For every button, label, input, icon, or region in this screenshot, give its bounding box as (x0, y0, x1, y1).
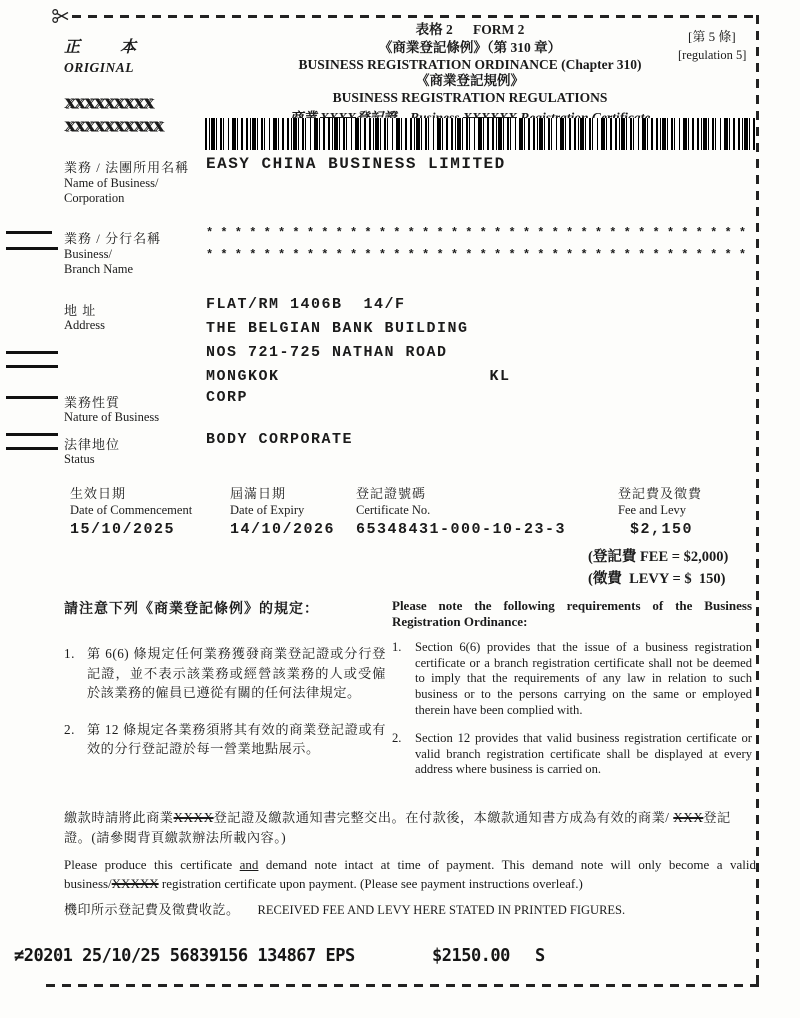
payment-en-and-underlined: and (239, 857, 259, 872)
fee-breakdown-line: (登記費 FEE = $2,000) (588, 549, 729, 565)
payment-zh-struck-2: XXX (673, 810, 704, 825)
address-label-zh: 地 址 (64, 303, 97, 318)
commencement-label-zh: 生效日期 (70, 486, 127, 501)
certificate-number-value: 65348431-000-10-23-3 (356, 521, 567, 538)
margin-mark-5 (6, 396, 58, 399)
margin-mark-7 (6, 447, 58, 450)
status-label-en: Status (64, 452, 95, 466)
note-zh-1 (64, 644, 386, 703)
note-en-1 (392, 640, 752, 718)
margin-mark-1 (6, 231, 52, 234)
commencement-value: 15/10/2025 (70, 521, 176, 538)
note-zh-1-number: 1. (64, 646, 75, 661)
payment-zh-struck-1: XXXX (173, 810, 214, 825)
status-value: BODY CORPORATE (206, 431, 354, 448)
payment-zh-suffix: 登記證。(請參閱背頁繳款辦法所載內容。) (64, 810, 731, 845)
fee-label-en: Fee and Levy (618, 503, 687, 517)
machine-print-amount: $2150.00 (432, 945, 510, 967)
address-line-3: NOS 721-725 NATHAN ROAD (206, 344, 448, 361)
border-right-dashed (756, 15, 759, 987)
certno-label-en: Certificate No. (356, 503, 431, 517)
name-label-en1: Name of Business/ (64, 176, 159, 190)
receipt-line (64, 899, 625, 919)
payment-en-suffix: registration certificate upon payment. (Please see payment instructions overleaf.) (158, 876, 583, 891)
expiry-value: 14/10/2026 (230, 521, 336, 538)
name-label-en2: Corporation (64, 191, 125, 205)
business-name-value: EASY CHINA BUSINESS LIMITED (206, 155, 506, 173)
levy-breakdown-line: (徵費 LEVY = $ 150) (588, 571, 726, 587)
form-title: 表格 2 FORM 2 (415, 22, 525, 37)
note-en-2 (392, 731, 752, 778)
margin-mark-2 (6, 247, 58, 250)
margin-mark-4 (6, 365, 58, 368)
margin-mark-3 (6, 351, 58, 354)
certno-label-zh: 登記證號碼 (356, 486, 427, 501)
ref-number-line2: XXXXXXXXXX (64, 119, 163, 135)
cut-line-top (72, 15, 760, 18)
receipt-text-zh: 機印所示登記費及徵費收訖。 (64, 902, 240, 917)
note-en-1-number: 1. (392, 640, 402, 655)
payment-zh-prefix: 繳款時請將此商業 (64, 810, 174, 825)
regulations-title-zh: 《商業登記規例》 (416, 73, 524, 88)
ordinance-title-zh: 《商業登記條例》（第 310 章） (378, 40, 562, 55)
branch-stars-line1: * * * * * * * * * * * * * * * * * * * * * * * * * * * * * * * * * * * * * * (206, 226, 747, 240)
payment-note-zh (64, 808, 756, 847)
nature-value: CORP (206, 389, 249, 406)
regulations-title-en: BUSINESS REGISTRATION REGULATIONS (332, 90, 608, 105)
name-label-zh: 業務 / 法團所用名稱 (64, 160, 190, 175)
regulation-ref-zh: [第 5 條] (688, 29, 736, 44)
note-zh-1-text: 第 6(6) 條規定任何業務獲發商業登記證或分行登記證，並不表示該業務或經營該業務的人或受僱於該業務的僱員已遵從有關的任何法律規定。 (87, 646, 386, 700)
fee-label-zh: 登記費及徵費 (618, 486, 703, 501)
note-zh-2 (64, 720, 386, 759)
note-zh-2-number: 2. (64, 721, 75, 737)
branch-stars-line2: * * * * * * * * * * * * * * * * * * * * * * * * * * * * * * * * * * * * * * (206, 248, 747, 262)
status-label-zh: 法律地位 (64, 437, 121, 452)
commencement-label-en: Date of Commencement (70, 503, 193, 517)
payment-en-prefix: Please produce this certificate (64, 857, 240, 872)
note-en-2-number: 2. (392, 731, 402, 746)
note-en-1-text: Section 6(6) provides that the issue of a business registration certificate or a branch registration certificate shall not be deemed to imply that the requirements of any law in relation to such business or to the persons carrying on the same or employed therein have been complied with. (415, 640, 752, 717)
notes-heading-en: Please note the following requirements of the Business Registration Ordinance: (392, 598, 752, 629)
nature-label-zh: 業務性質 (64, 395, 121, 410)
nature-label-en: Nature of Business (64, 410, 160, 424)
ref-number-line1: XXXXXXXXX (64, 96, 153, 112)
payment-note-en (64, 855, 756, 893)
address-line-2: THE BELGIAN BANK BUILDING (206, 320, 469, 337)
cut-line-bottom (46, 984, 759, 987)
payment-zh-middle: 登記證及繳款通知書完整交出。在付款後，本繳款通知書方成為有效的商業/ (213, 810, 674, 825)
machine-print-flag: S (535, 945, 545, 967)
receipt-text-en: RECEIVED FEE AND LEVY HERE STATED IN PRINTED FIGURES. (257, 903, 626, 917)
address-label-en: Address (64, 318, 105, 332)
payment-en-middle: demand note intact at time of payment. This demand note will only become a valid business/ (64, 857, 756, 891)
branch-label-zh: 業務 / 分行名稱 (64, 231, 162, 246)
margin-mark-6 (6, 433, 58, 436)
address-line-4: MONGKOK KL (206, 368, 511, 385)
scissors-icon (52, 8, 70, 29)
machine-print-code: ≠20201 25/10/25 56839156 134867 EPS (14, 945, 355, 967)
address-line-1: FLAT/RM 1406B 14/F (206, 296, 406, 313)
regulation-ref-en: [regulation 5] (678, 48, 747, 62)
payment-en-struck: XXXXX (111, 876, 159, 891)
expiry-label-en: Date of Expiry (230, 503, 305, 517)
original-label-zh: 正 本 (64, 39, 149, 56)
expiry-label-zh: 屆滿日期 (230, 486, 287, 501)
ordinance-title-en: BUSINESS REGISTRATION ORDINANCE (Chapter 310) (298, 57, 642, 72)
note-en-2-text: Section 12 provides that valid business registration certificate or valid branch registration certificate shall be displayed at every address where business is carried on. (415, 731, 752, 777)
branch-label-en1: Business/ (64, 247, 112, 261)
notes-heading-zh: 請注意下列《商業登記條例》的規定： (64, 602, 319, 617)
fee-total-value: $2,150 (630, 521, 694, 538)
note-zh-2-text: 第 12 條規定各業務須將其有效的商業登記證或有效的分行登記證於每一營業地點展示。 (87, 721, 386, 756)
notes-column-en (392, 598, 752, 778)
original-label-en: ORIGINAL (64, 60, 135, 75)
branch-label-en2: Branch Name (64, 262, 134, 276)
barcode (205, 118, 756, 150)
notes-column-zh (64, 598, 386, 759)
